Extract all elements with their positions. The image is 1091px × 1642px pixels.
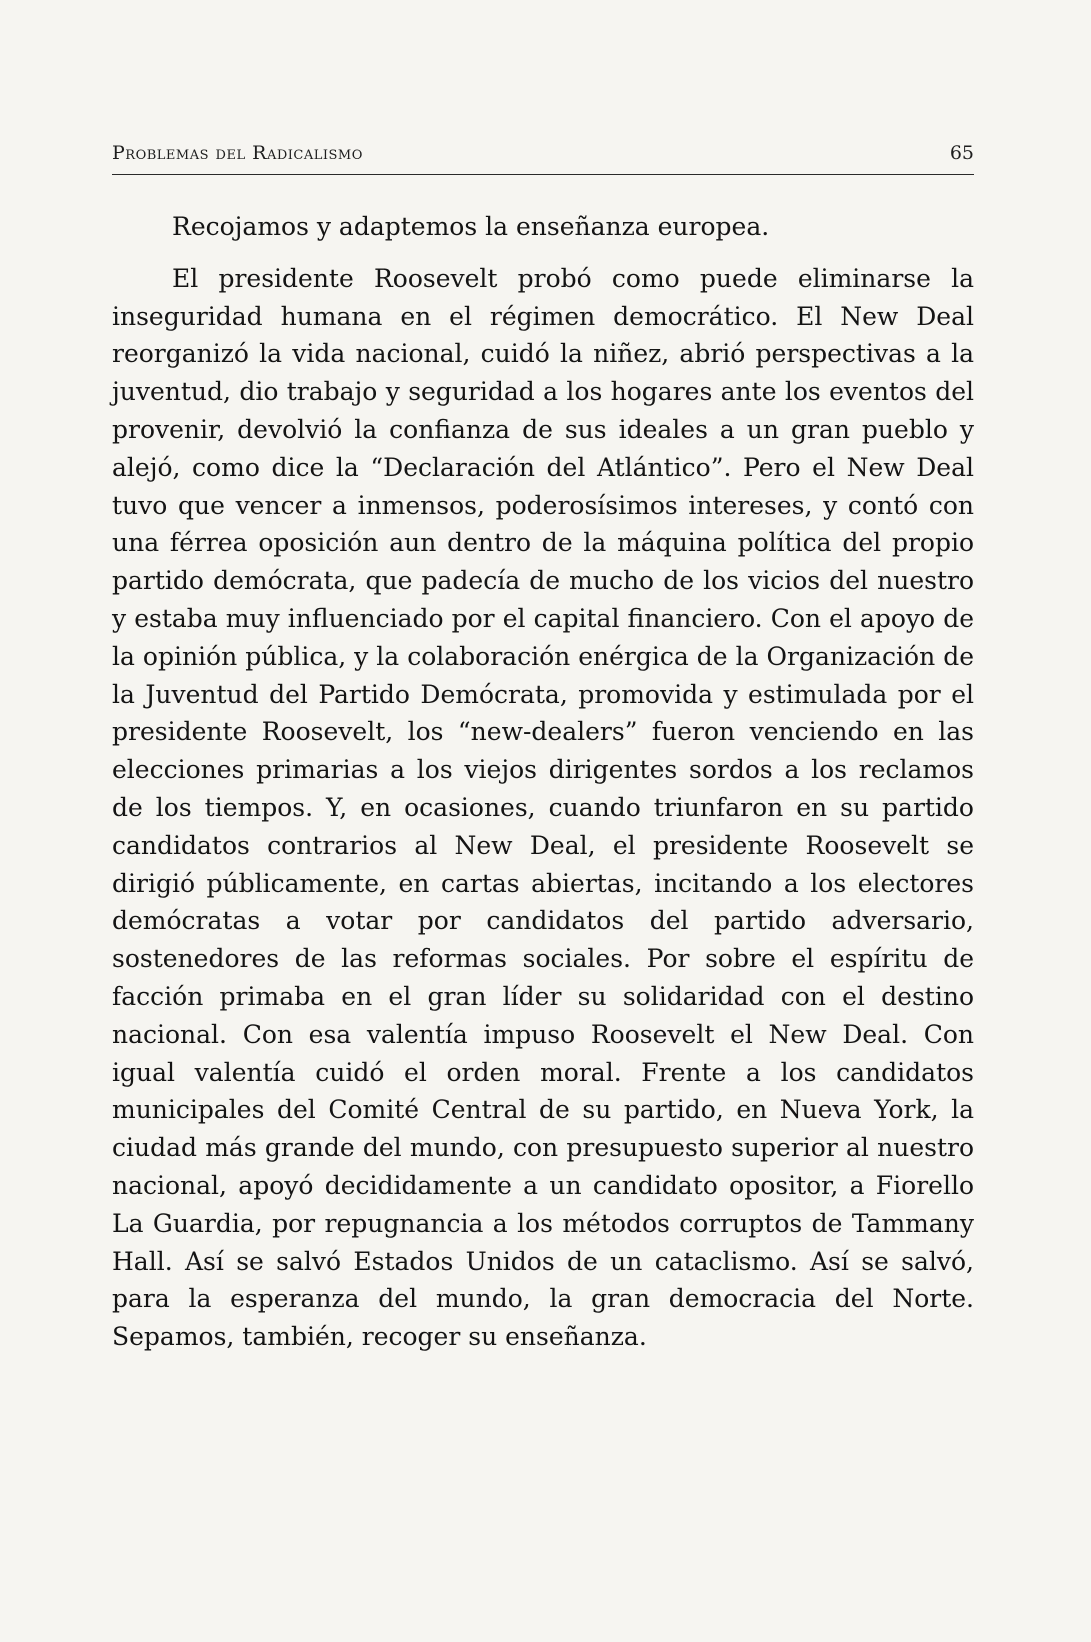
chapter-title: Problemas del Radicalismo xyxy=(112,142,363,164)
running-header xyxy=(112,140,974,175)
body-text xyxy=(112,208,974,1356)
page-number: 65 xyxy=(949,142,974,164)
paragraph-2: El presidente Roosevelt probó como puede eliminarse la inseguridad humana en el régimen democrático. El New Deal reorganizó la vida nacional, cuidó la niñez, abrió perspectivas a la juventud, dio trabajo y seguridad a los hogares ante los eventos del provenir, devolvió la confianza de sus ideales a un gran pueblo y alejó, como dice la “Declaración del Atlántico”. Pero el New Deal tuvo que vencer a inmensos, poderosísimos intereses, y contó con una férrea oposición aun dentro de la máquina política del propio partido demócrata, que padecía de mucho de los vicios del nuestro y estaba muy influenciado por el capital financiero. Con el apoyo de la opinión pública, y la colaboración enérgica de la Organización de la Juventud del Partido Demócrata, promovida y estimulada por el presidente Roosevelt, los “new-dealers” fueron venciendo en las elecciones primarias a los viejos dirigentes sordos a los reclamos de los tiempos. Y, en ocasiones, cuando triunfaron en su partido candidatos contrarios al New Deal, el presidente Roosevelt se dirigió públicamente, en cartas abiertas, incitando a los electores demócratas a votar por candidatos del partido adversario, sostenedores de las reformas sociales. Por sobre el espíritu de facción primaba en el gran líder su solidaridad con el destino nacional. Con esa valentía impuso Roosevelt el New Deal. Con igual valentía cuidó el orden moral. Frente a los candidatos municipales del Comité Central de su partido, en Nueva York, la ciudad más grande del mundo, con presupuesto superior al nuestro nacional, apoyó decididamente a un candidato opositor, a Fiorello La Guardia, por repugnancia a los métodos corruptos de Tammany Hall. Así se salvó Estados Unidos de un cataclismo. Así se salvó, para la esperanza del mundo, la gran democracia del Norte. Sepamos, también, recoger su enseñanza. xyxy=(112,263,974,1352)
paragraph-1: Recojamos y adaptemos la enseñanza europea. xyxy=(172,212,770,241)
